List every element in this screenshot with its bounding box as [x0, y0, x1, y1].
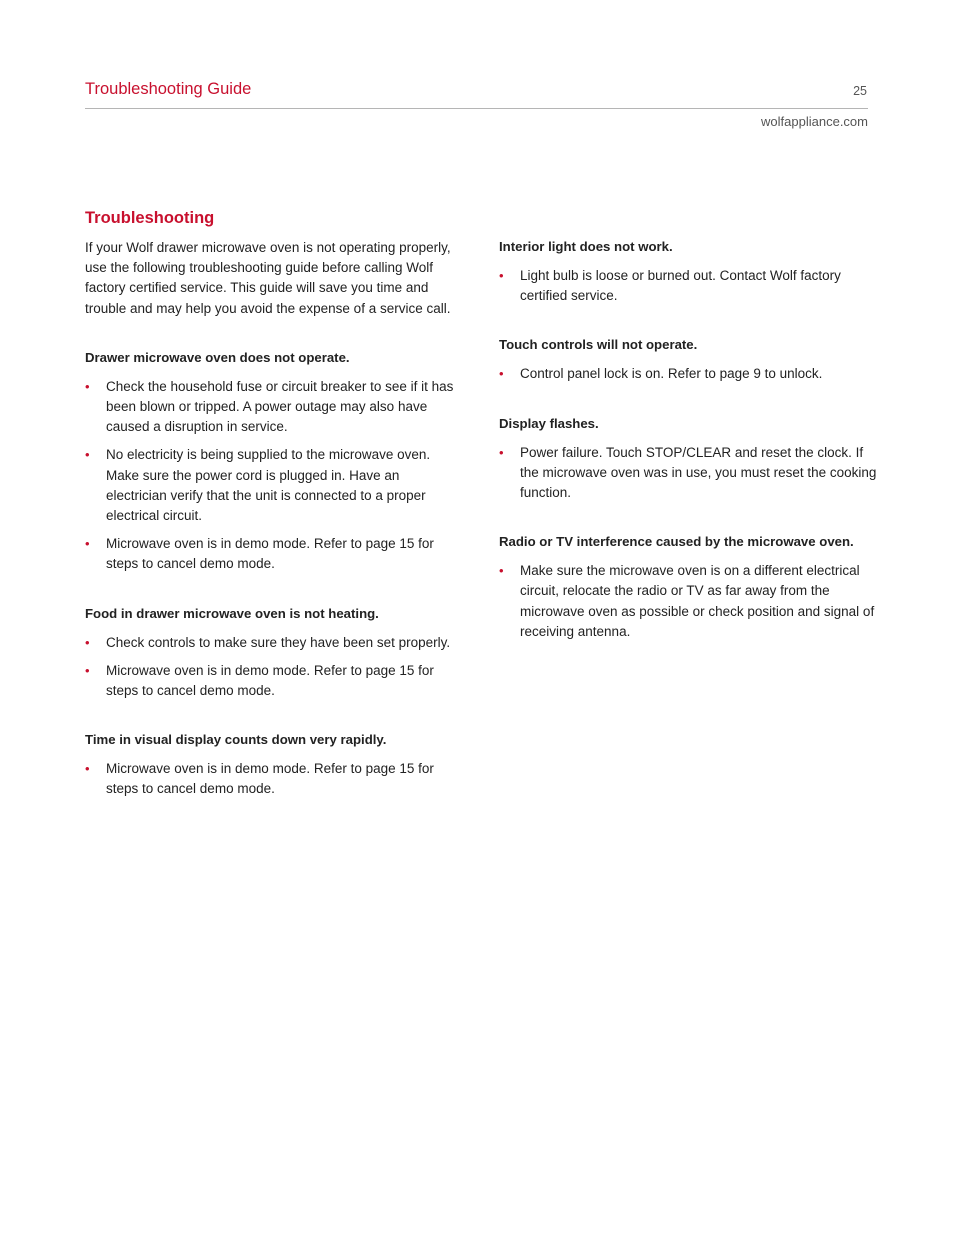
- solution-text: Control panel lock is on. Refer to page 9 to unlock.: [520, 366, 823, 382]
- solution-item: [85, 759, 460, 799]
- problem-block: [499, 237, 879, 306]
- problem-heading: Radio or TV interference caused by the microwave oven.: [499, 534, 854, 550]
- left-column: [85, 207, 460, 800]
- bullet-icon: •: [85, 536, 90, 552]
- bullet-icon: •: [85, 761, 90, 777]
- problem-block: [85, 348, 460, 575]
- solution-text: Light bulb is loose or burned out. Contact Wolf factory certified service.: [520, 268, 841, 304]
- problem-heading: Interior light does not work.: [499, 239, 673, 254]
- solution-list: [85, 633, 460, 702]
- solution-item: [85, 534, 460, 574]
- solution-item: [499, 266, 879, 306]
- problem-heading: Food in drawer microwave oven is not heating.: [85, 605, 379, 621]
- bullet-icon: •: [499, 444, 504, 460]
- problem-heading: Time in visual display counts down very rapidly.: [85, 732, 387, 748]
- bullet-icon: •: [499, 563, 504, 579]
- page-number: 25: [853, 84, 867, 98]
- solution-text: Power failure. Touch STOP/CLEAR and reset the clock. If the microwave oven was in use, you must reset the cooking function.: [520, 444, 877, 501]
- section-title: Troubleshooting: [85, 209, 215, 227]
- solution-item: [85, 633, 460, 653]
- solution-list: [499, 443, 879, 504]
- solution-item: [499, 561, 879, 642]
- problem-heading: Drawer microwave oven does not operate.: [85, 349, 350, 365]
- solution-text: Microwave oven is in demo mode. Refer to page 15 for steps to cancel demo mode.: [106, 761, 434, 797]
- solution-list: [85, 759, 460, 799]
- bullet-icon: •: [499, 268, 504, 283]
- solution-list: [499, 266, 879, 306]
- solution-text: Microwave oven is in demo mode. Refer to page 15 for steps to cancel demo mode.: [106, 662, 434, 699]
- solution-item: [499, 364, 879, 384]
- problem-block: [499, 335, 879, 384]
- solution-text: Microwave oven is in demo mode. Refer to page 15 for steps to cancel demo mode.: [106, 536, 434, 572]
- intro-paragraph: If your Wolf drawer microwave oven is not operating properly, use the following troubleshooting guide before calling Wolf factory certified service. This guide will save you time and trouble and may help you avoid the expense of a service call.: [85, 240, 451, 316]
- solution-text: Check the household fuse or circuit breaker to see if it has been blown or tripped. A power outage may also have caused a disruption in service.: [106, 378, 454, 435]
- problem-block: [499, 532, 879, 642]
- bullet-icon: •: [85, 634, 90, 650]
- solution-list: [499, 561, 879, 642]
- solution-text: No electricity is being supplied to the microwave oven. Make sure the power cord is plugged in. Have an electrician verify that the unit is connected to a proper electrical circuit.: [106, 447, 431, 524]
- right-column: [499, 237, 879, 642]
- site-url: wolfappliance.com: [761, 114, 868, 129]
- solution-list: [85, 377, 460, 575]
- solution-text: Make sure the microwave oven is on a different electrical circuit, relocate the radio or TV as far away from the microwave oven as possible or check position and signal of receiving antenna.: [520, 563, 875, 639]
- problem-heading: Display flashes.: [499, 415, 599, 431]
- problem-block: [499, 414, 879, 504]
- solution-item: [499, 443, 879, 504]
- problem-block: [85, 730, 460, 799]
- solution-item: [85, 377, 460, 438]
- header-title: Troubleshooting Guide: [85, 80, 252, 98]
- bullet-icon: •: [85, 662, 90, 678]
- bullet-icon: •: [499, 366, 504, 382]
- solution-item: [85, 445, 460, 526]
- problem-heading: Touch controls will not operate.: [499, 337, 698, 353]
- bullet-icon: •: [85, 378, 90, 394]
- solution-text: Check controls to make sure they have been set properly.: [106, 634, 451, 650]
- header-rule: [85, 108, 868, 109]
- solution-list: [499, 364, 879, 384]
- bullet-icon: •: [85, 447, 90, 463]
- problem-block: [85, 604, 460, 702]
- solution-item: [85, 661, 460, 701]
